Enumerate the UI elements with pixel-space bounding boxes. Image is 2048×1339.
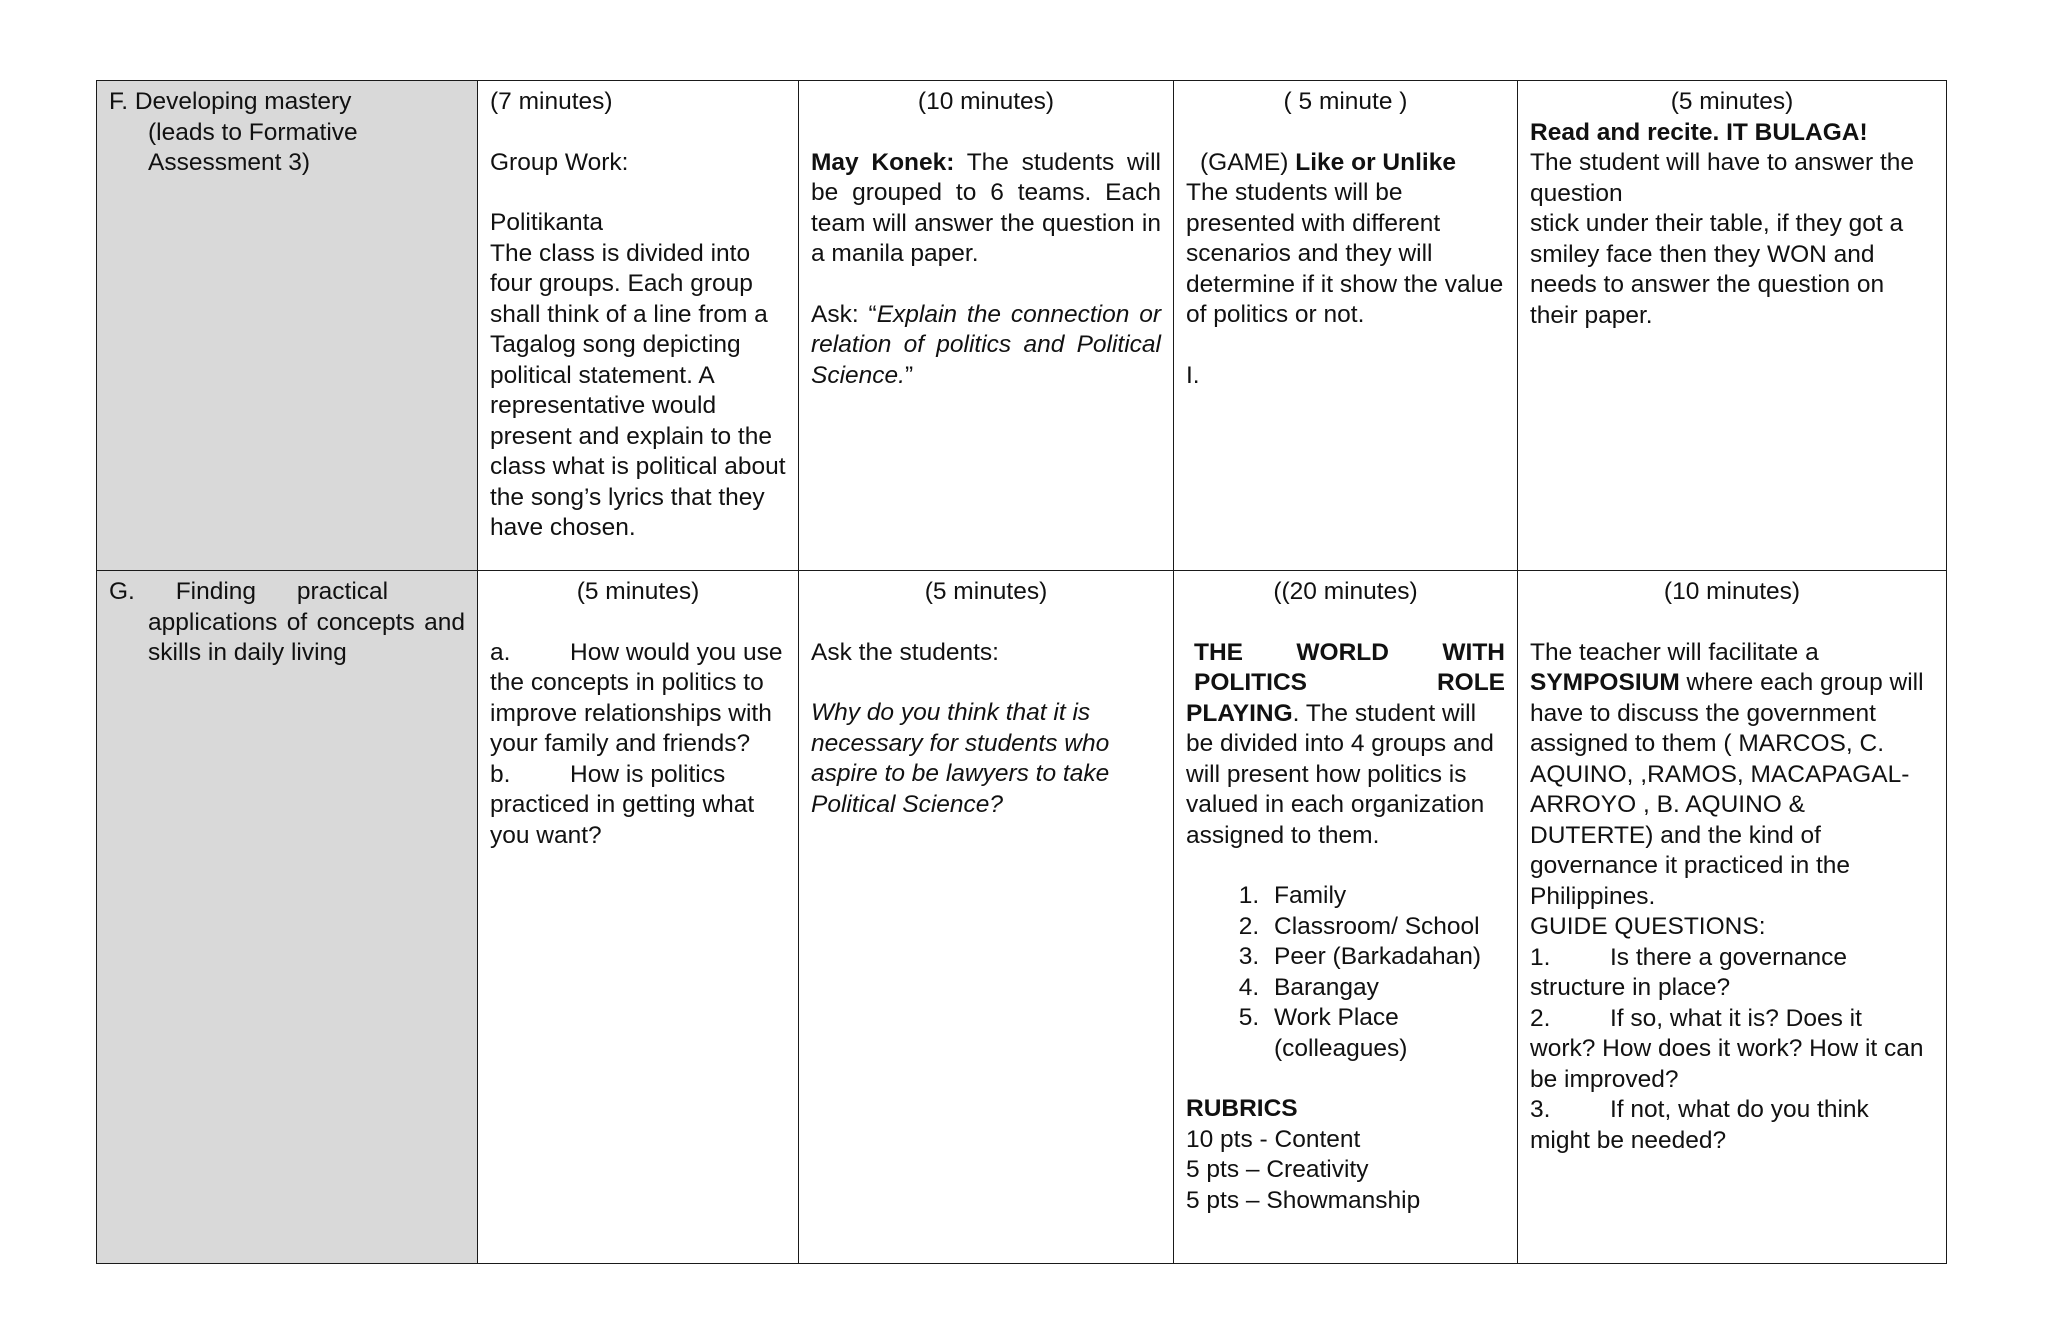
roles-list bbox=[1186, 881, 1505, 1064]
intro-g4: The teacher will facilitate a bbox=[1530, 638, 1819, 666]
gq-marker: 3. bbox=[1530, 1096, 1551, 1123]
time-f3: ( 5 minute ) bbox=[1283, 88, 1408, 115]
time-f1: (7 minutes) bbox=[490, 88, 613, 115]
text-b-g1: How is politics practiced in getting what you want? bbox=[490, 760, 755, 849]
title-end-g3: PLAYING bbox=[1186, 699, 1293, 727]
ask-g2: Ask the students: bbox=[811, 638, 999, 666]
text-g3: . The student will be divided into 4 groups and will present how politics is valued in each organization assigned to them. bbox=[1186, 699, 1494, 849]
title-f1: Politikanta bbox=[490, 209, 604, 236]
body-g4 bbox=[1530, 668, 1934, 912]
game-bold-f3: Like or Unlike bbox=[1295, 148, 1456, 176]
rubrics-title bbox=[1186, 1094, 1505, 1125]
gq-marker: 1. bbox=[1530, 943, 1551, 971]
body-f4: stick under their table, if they got a smiley face then they WON and needs to answer the question on their paper. bbox=[1530, 210, 1904, 329]
row-developing-mastery bbox=[97, 81, 1947, 571]
bold-text-f4: Read and recite. IT BULAGA! bbox=[1530, 118, 1868, 146]
cell-g-day4 bbox=[1518, 571, 1947, 1264]
cell-g-day2 bbox=[799, 571, 1174, 1264]
rubric-item: 5 pts – Creativity bbox=[1186, 1156, 1369, 1183]
body-g3 bbox=[1186, 699, 1505, 852]
guide-question bbox=[1530, 943, 1934, 974]
gq-text: Is there a governance bbox=[1610, 943, 1847, 971]
game-lead-f3: (GAME) bbox=[1200, 148, 1296, 176]
list-item: 4. Barangay bbox=[1266, 973, 1505, 1004]
text-g4: where each group will have to discuss the government assigned to them ( MARCOS, C. AQUINO, ,RAMOS, MACAPAGAL-ARROYO , B. AQUINO & DUTERTE) and the kind of governance it practiced in the Philippines. bbox=[1530, 669, 1924, 910]
ask-italic-f2: Explain the connection or relation of politics and Political Science. bbox=[811, 300, 1161, 389]
time-g2: (5 minutes) bbox=[924, 578, 1048, 605]
gq-text: work? How does it work? How it can be improved? bbox=[1530, 1035, 1924, 1093]
guide-g4: GUIDE QUESTIONS: bbox=[1530, 913, 1766, 940]
rubrics-title-bold: RUBRICS bbox=[1186, 1095, 1298, 1122]
title-g3 bbox=[1186, 638, 1505, 699]
game-f3 bbox=[1186, 148, 1505, 179]
text-f2: The students will be grouped to 6 teams. Each team will answer the question in a manila paper. bbox=[811, 148, 1161, 267]
list-item: 5. Work Place (colleagues) bbox=[1266, 1003, 1505, 1064]
row-label-f bbox=[97, 81, 478, 571]
time-f2: (10 minutes) bbox=[917, 88, 1055, 115]
marker-b-g1: b. bbox=[490, 760, 511, 788]
label-f-first: F. Developing mastery bbox=[109, 88, 352, 115]
line1-f4: The student will have to answer the question bbox=[1530, 149, 1915, 207]
row-label-g bbox=[97, 571, 478, 1264]
body-f3: The students will be presented with different scenarios and they will determine if it show the value of politics or not. bbox=[1186, 179, 1504, 328]
heading-f1: Group Work: bbox=[490, 148, 629, 176]
list-item: 3. Peer (Barkadahan) bbox=[1266, 942, 1505, 973]
time-g3: ((20 minutes) bbox=[1273, 578, 1418, 605]
title-bold-g3: THE WORLD WITH POLITICS ROLE bbox=[1194, 638, 1505, 696]
text-a-g1: How would you use the concepts in politics to improve relationships with your family and friends? bbox=[490, 638, 783, 757]
gq-text: structure in place? bbox=[1530, 974, 1731, 1001]
cell-f-day3 bbox=[1174, 81, 1518, 571]
question-italic-g2: Why do you think that it is necessary for students who aspire to be lawyers to take Political Science? bbox=[811, 699, 1110, 818]
ask-f2 bbox=[811, 300, 1161, 392]
trail-f3: I. bbox=[1186, 361, 1200, 389]
bold-f2: May Konek: bbox=[811, 148, 955, 176]
rubric-item: 10 pts - Content bbox=[1186, 1125, 1361, 1153]
cell-f-day2 bbox=[799, 81, 1174, 571]
gq-text: If not, what do you think bbox=[1610, 1096, 1869, 1123]
time-g4: (10 minutes) bbox=[1663, 578, 1801, 605]
cell-f-day1 bbox=[478, 81, 799, 571]
time-f4: (5 minutes) bbox=[1670, 88, 1794, 115]
gq-text: If so, what it is? Does it bbox=[1610, 1004, 1862, 1032]
rubric-item: 5 pts – Showmanship bbox=[1186, 1186, 1421, 1214]
bold-f4 bbox=[1530, 118, 1934, 149]
cell-g-day1 bbox=[478, 571, 799, 1264]
lesson-plan-table bbox=[96, 80, 1947, 1264]
question-g2 bbox=[811, 698, 1161, 820]
row-practical-applications bbox=[97, 571, 1947, 1264]
gq-marker: 2. bbox=[1530, 1004, 1551, 1032]
label-f-rest: (leads to Formative Assessment 3) bbox=[148, 118, 358, 176]
time-g1: (5 minutes) bbox=[576, 578, 700, 605]
guide-question bbox=[1530, 1095, 1934, 1126]
list-item: 2. Classroom/ School bbox=[1266, 912, 1505, 943]
label-g-first: G. Finding practical bbox=[109, 578, 389, 605]
ask-end-f2: ” bbox=[904, 361, 914, 389]
body-f2 bbox=[811, 148, 1161, 270]
body-f1: The class is divided into four groups. Each group shall think of a line from a Tagalog song depicting political statement. A representative would present and explain to the class what is political about the song’s lyrics that they have chosen. bbox=[490, 239, 786, 541]
marker-a-g1: a. bbox=[490, 638, 511, 666]
cell-f-day4 bbox=[1518, 81, 1947, 571]
cell-g-day3 bbox=[1174, 571, 1518, 1264]
guide-question bbox=[1530, 1004, 1934, 1035]
gq-text: might be needed? bbox=[1530, 1126, 1727, 1154]
list-item: 1. Family bbox=[1266, 881, 1505, 912]
bold-g4: SYMPOSIUM bbox=[1530, 669, 1680, 696]
label-g-rest: applications of concepts and skills in daily living bbox=[148, 608, 465, 666]
ask-lead-f2: Ask: “ bbox=[811, 300, 877, 328]
